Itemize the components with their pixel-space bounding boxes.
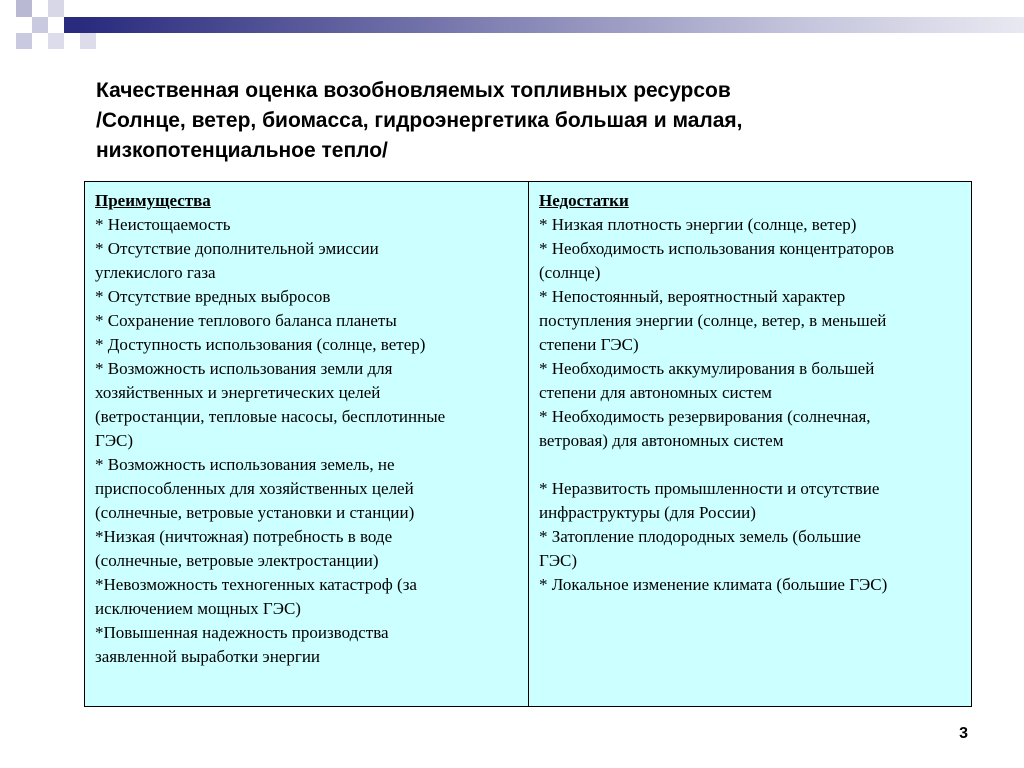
disadvantages-column xyxy=(529,182,971,706)
advantages-heading: Преимущества xyxy=(95,191,211,210)
advantages-line: *Повышенная надежность производства xyxy=(95,623,389,642)
advantages-line: (солнечные, ветровые установки и станции) xyxy=(95,503,415,522)
disadvantages-line: * Необходимость использования концентраторов xyxy=(539,239,895,258)
advantages-line: приспособленных для хозяйственных целей xyxy=(95,479,414,498)
disadvantages-line: * Низкая плотность энергии (солнце, ветер) xyxy=(539,215,857,234)
advantages-line: углекислого газа xyxy=(95,263,216,282)
decorative-square xyxy=(16,0,32,17)
decorative-square xyxy=(32,17,48,33)
decorative-square xyxy=(64,17,80,33)
advantages-line: (солнечные, ветровые электростанции) xyxy=(95,551,379,570)
disadvantages-line: * Необходимость аккумулирования в большей xyxy=(539,359,875,378)
advantages-line: исключением мощных ГЭС) xyxy=(95,599,301,618)
advantages-line: *Невозможность техногенных катастроф (за xyxy=(95,575,417,594)
advantages-line: ГЭС) xyxy=(95,431,134,450)
page-number: 3 xyxy=(959,725,968,742)
advantages-line: * Неистощаемость xyxy=(95,215,231,234)
advantages-line: *Низкая (ничтожная) потребность в воде xyxy=(95,527,393,546)
disadvantages-heading: Недостатки xyxy=(539,191,629,210)
disadvantages-line: степени для автономных систем xyxy=(539,383,772,402)
advantages-line: (ветростанции, тепловые насосы, бесплотинные xyxy=(95,407,446,426)
disadvantages-line: ГЭС) xyxy=(539,551,578,570)
slide-title xyxy=(96,76,956,166)
comparison-table xyxy=(84,181,972,707)
decorative-gradient-bar xyxy=(80,17,1024,33)
decorative-square xyxy=(80,33,96,49)
advantages-line: * Сохранение теплового баланса планеты xyxy=(95,311,397,330)
advantages-line: * Отсутствие дополнительной эмиссии xyxy=(95,239,379,258)
disadvantages-line: * Затопление плодородных земель (большие xyxy=(539,527,861,546)
disadvantages-line: ветровая) для автономных систем xyxy=(539,431,784,450)
disadvantages-line: * Необходимость резервирования (солнечная, xyxy=(539,407,871,426)
advantages-line: * Возможность использования земли для xyxy=(95,359,393,378)
disadvantages-line: * Неразвитость промышленности и отсутствие xyxy=(539,479,880,498)
title-line: /Солнце, ветер, биомасса, гидроэнергетика большая и малая, xyxy=(96,109,743,132)
advantages-line: * Возможность использования земель, не xyxy=(95,455,395,474)
decorative-square xyxy=(16,33,32,49)
disadvantages-line: (солнце) xyxy=(539,263,601,282)
advantages-line: хозяйственных и энергетических целей xyxy=(95,383,381,402)
advantages-line: заявленной выработки энергии xyxy=(95,647,321,666)
disadvantages-line: поступления энергии (солнце, ветер, в меньшей xyxy=(539,311,887,330)
blank-line xyxy=(539,453,963,477)
disadvantages-line: степени ГЭС) xyxy=(539,335,639,354)
disadvantages-line: * Локальное изменение климата (большие ГЭС) xyxy=(539,575,888,594)
decorative-square xyxy=(48,33,64,49)
advantages-column xyxy=(85,182,529,706)
disadvantages-line: * Непостоянный, вероятностный характер xyxy=(539,287,846,306)
title-line: низкопотенциальное тепло/ xyxy=(96,139,388,162)
advantages-line: * Отсутствие вредных выбросов xyxy=(95,287,331,306)
disadvantages-line: инфраструктуры (для России) xyxy=(539,503,756,522)
decorative-square xyxy=(48,0,64,17)
advantages-line: * Доступность использования (солнце, ветер) xyxy=(95,335,426,354)
title-line: Качественная оценка возобновляемых топливных ресурсов xyxy=(96,79,731,102)
